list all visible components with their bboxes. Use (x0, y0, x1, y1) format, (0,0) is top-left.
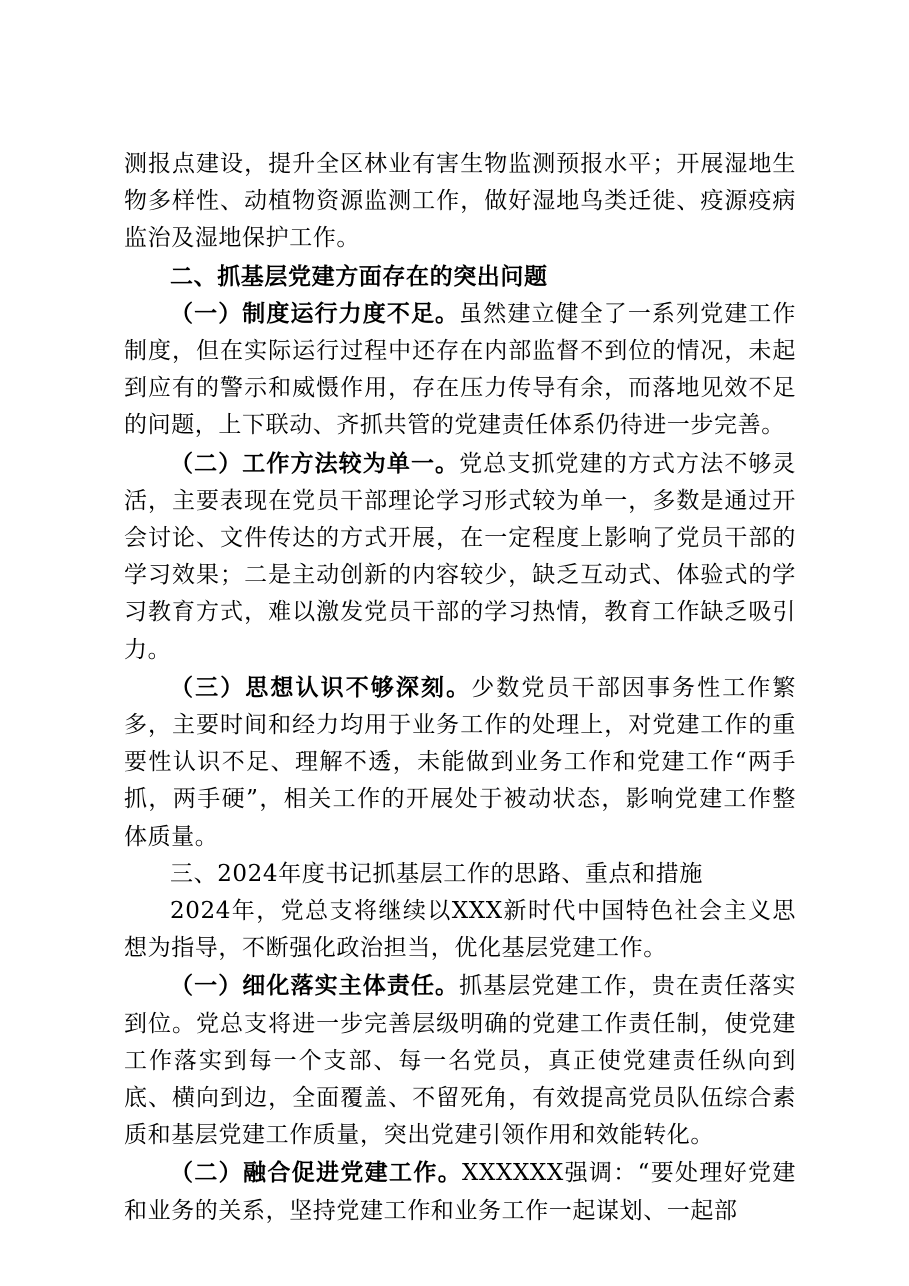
paragraph-plan-intro (124, 893, 796, 967)
paragraph-text: 测报点建设，提升全区林业有害生物监测预报水平；开展湿地生物多样性、动植物资源监测工作，做好湿地鸟类迁徙、疫源疫病监治及湿地保护工作。 (124, 151, 796, 252)
paragraph-text: 党总支抓党建的方式方法不够灵活，主要表现在党员干部理论学习形式较为单一，多数是通过开会讨论、文件传达的方式开展，在一定程度上影响了党员干部的学习效果；二是主动创新的内容较少，缺乏互动式、体验式的学习教育方式，难以激发党员干部的学习热情，教育工作缺乏吸引力。 (124, 450, 796, 663)
paragraph-lead: （二）工作方法较为单一。 (170, 449, 460, 477)
section-heading-problems (124, 258, 796, 295)
paragraph-text: XXXXXX强调：“要处理好党建和业务的关系，坚持党建工作和业务工作一起谋划、一起部 (124, 1160, 796, 1224)
paragraph-lead: （二）融合促进党建工作。 (170, 1159, 463, 1187)
section-heading-plan (124, 856, 796, 893)
paragraph-lead: （三）思想认识不够深刻。 (170, 673, 472, 701)
paragraph-lead: （一）细化落实主体责任。 (170, 972, 460, 1000)
paragraph-lead: （一）制度运行力度不足。 (170, 299, 460, 327)
paragraph-work-methods (124, 445, 796, 669)
heading-text: 三、2024年度书记抓基层工作的思路、重点和措施 (170, 860, 703, 887)
paragraph-text: 少数党员干部因事务性工作繁多，主要时间和经力均用于业务工作的处理上，对党建工作的重要性认识不足、理解不透，未能做到业务工作和党建工作“两手抓，两手硬”，相关工作的开展处于被动状态，影响党建工作整体质量。 (124, 674, 796, 850)
paragraph-system-operation (124, 295, 796, 445)
paragraph-responsibility (124, 967, 796, 1154)
paragraph-monitoring (124, 146, 796, 258)
document-page (124, 146, 796, 1230)
paragraph-integration (124, 1154, 796, 1229)
paragraph-ideological-awareness (124, 669, 796, 856)
paragraph-text: 抓基层党建工作，贵在责任落实到位。党总支将进一步完善层级明确的党建工作责任制，使党建工作落实到每一个支部、每一名党员，真正使党建责任纵向到底、横向到边，全面覆盖、不留死角，有效提高党员队伍综合素质和基层党建工作质量，突出党建引领作用和效能转化。 (124, 973, 796, 1149)
paragraph-text: 2024年，党总支将继续以XXX新时代中国特色社会主义思想为指导，不断强化政治担当，优化基层党建工作。 (124, 898, 796, 962)
heading-text: 二、抓基层党建方面存在的突出问题 (170, 262, 548, 290)
paragraph-text: 虽然建立健全了一系列党建工作制度，但在实际运行过程中还存在内部监督不到位的情况，未起到应有的警示和威慑作用，存在压力传导有余，而落地见效不足的问题，上下联动、齐抓共管的党建责任体系仍待进一步完善。 (124, 300, 796, 439)
